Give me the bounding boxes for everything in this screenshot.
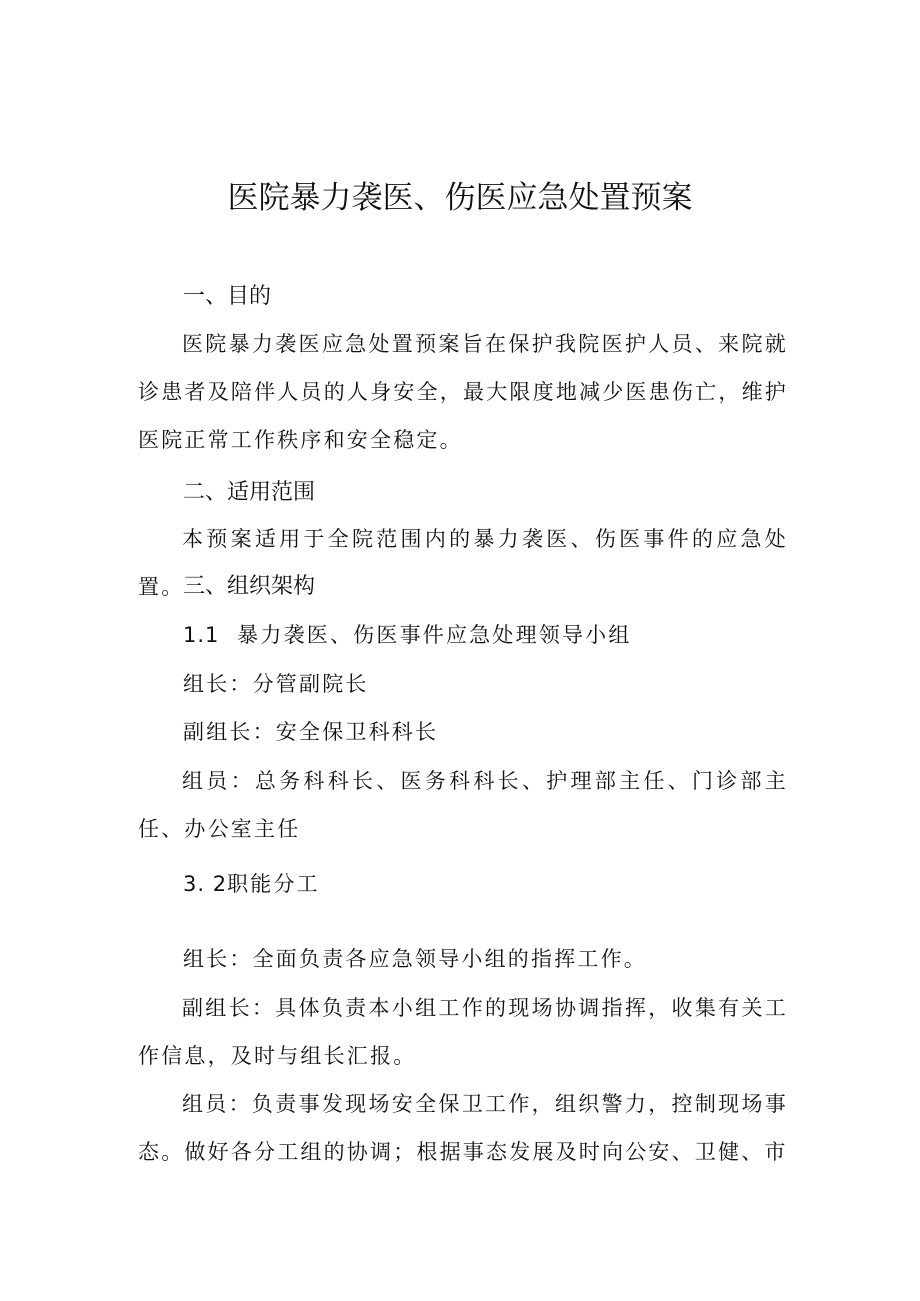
document-title: 医院暴力袭医、伤医应急处置预案 xyxy=(227,180,693,216)
subsection-leadership-group xyxy=(183,620,632,650)
subsection-title: 职能分工 xyxy=(227,872,320,896)
subsection-number: 3. 2 xyxy=(183,872,228,896)
duty-deputy-leader: 副组长：具体负责本小组工作的现场协调指挥，收集有关工作信息，及时与组长汇报。 xyxy=(138,996,788,1068)
role-members: 组员：总务科科长、医务科科长、护理部主任、门诊部主任、办公室主任 xyxy=(138,769,788,841)
section-heading-purpose: 一、目的 xyxy=(183,284,272,309)
section-body-scope: 本预案适用于全院范围内的暴力袭医、伤医事件的应急处置。 xyxy=(138,527,788,599)
subsection-number: 1.1 xyxy=(183,623,220,647)
duty-members: 组员：负责事发现场安全保卫工作，组织警力，控制现场事态。做好各分工组的协调；根据事态发展及时向公安、卫健、市 xyxy=(138,1092,788,1164)
subsection-title: 暴力袭医、伤医事件应急处理领导小组 xyxy=(237,623,632,647)
role-leader: 组长：分管副院长 xyxy=(183,672,369,696)
section-heading-organization: 三、组织架构 xyxy=(183,574,316,599)
section-body-purpose: 医院暴力袭医应急处置预案旨在保护我院医护人员、来院就诊患者及陪伴人员的人身安全，最大限度地减少医患伤亡，维护医院正常工作秩序和安全稳定。 xyxy=(138,332,788,452)
duty-leader: 组长：全面负责各应急领导小组的指挥工作。 xyxy=(183,947,647,971)
subsection-duties xyxy=(183,869,320,899)
section-heading-scope: 二、适用范围 xyxy=(183,480,316,505)
role-deputy-leader: 副组长：安全保卫科科长 xyxy=(183,720,439,744)
